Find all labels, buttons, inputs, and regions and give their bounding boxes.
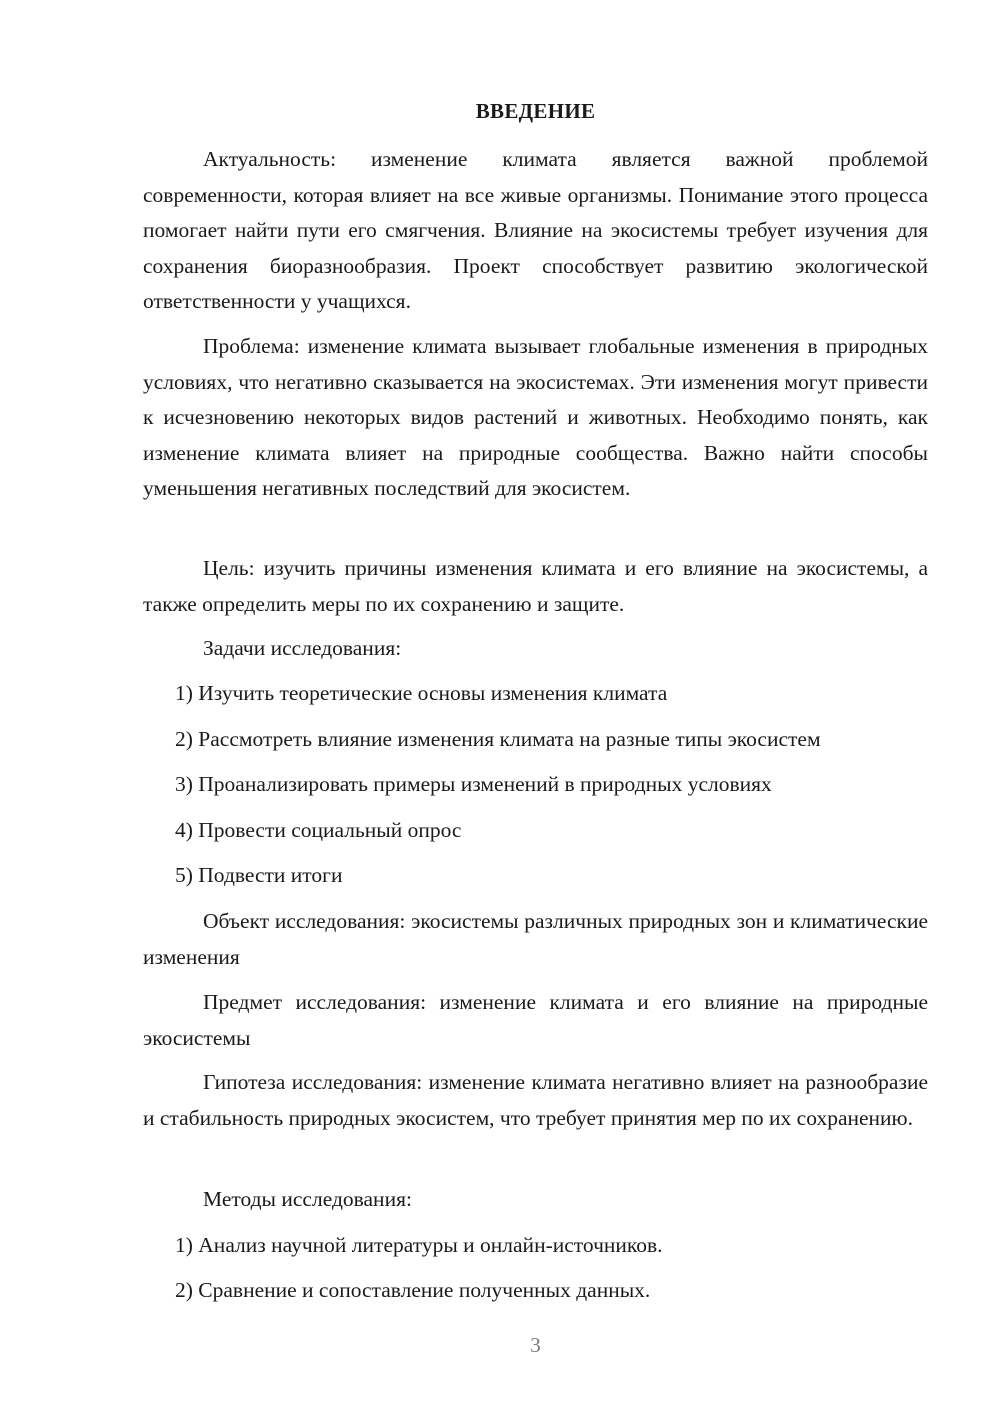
- section-title: ВВЕДЕНИЕ: [475, 99, 596, 123]
- hypothesis-paragraph: Гипотеза исследования: изменение климата негативно влияет на разнообразие и стабильность природных экосистем, что требует принятия мер по их сохранению.: [143, 1070, 928, 1130]
- method-item: 1) Анализ научной литературы и онлайн-источников.: [175, 1233, 663, 1257]
- object-paragraph: Объект исследования: экосистемы различных природных зон и климатические изменения: [143, 909, 928, 969]
- task-item: 2) Рассмотреть влияние изменения климата на разные типы экосистем: [175, 727, 821, 751]
- task-item: 3) Проанализировать примеры изменений в природных условиях: [175, 772, 772, 796]
- problem-paragraph: Проблема: изменение климата вызывает глобальные изменения в природных условиях, что негативно сказывается на экосистемах. Эти изменения могут привести к исчезновению некоторых видов растений и животных. Необходимо понять, как изменение климата влияет на природные сообщества. Важно найти способы уменьшения негативных последствий для экосистем.: [143, 334, 928, 500]
- tasks-heading: Задачи исследования:: [203, 636, 402, 660]
- document-page: [143, 0, 928, 1414]
- task-item: 5) Подвести итоги: [175, 863, 343, 887]
- methods-heading: Методы исследования:: [203, 1187, 412, 1211]
- subject-paragraph: Предмет исследования: изменение климата и его влияние на природные экосистемы: [143, 990, 928, 1050]
- method-item: 2) Сравнение и сопоставление полученных данных.: [175, 1278, 651, 1302]
- task-item: 1) Изучить теоретические основы изменения климата: [175, 681, 668, 705]
- relevance-paragraph: Актуальность: изменение климата является важной проблемой современности, которая влияет на все живые организмы. Понимание этого процесса помогает найти пути его смягчения. Влияние на экосистемы требует изучения для сохранения биоразнообразия. Проект способствует развитию экологической ответственности у учащихся.: [143, 147, 928, 313]
- task-item: 4) Провести социальный опрос: [175, 818, 462, 842]
- goal-paragraph: Цель: изучить причины изменения климата и его влияние на экосистемы, а также определить меры по их сохранению и защите.: [143, 556, 928, 616]
- page-number: 3: [530, 1333, 541, 1357]
